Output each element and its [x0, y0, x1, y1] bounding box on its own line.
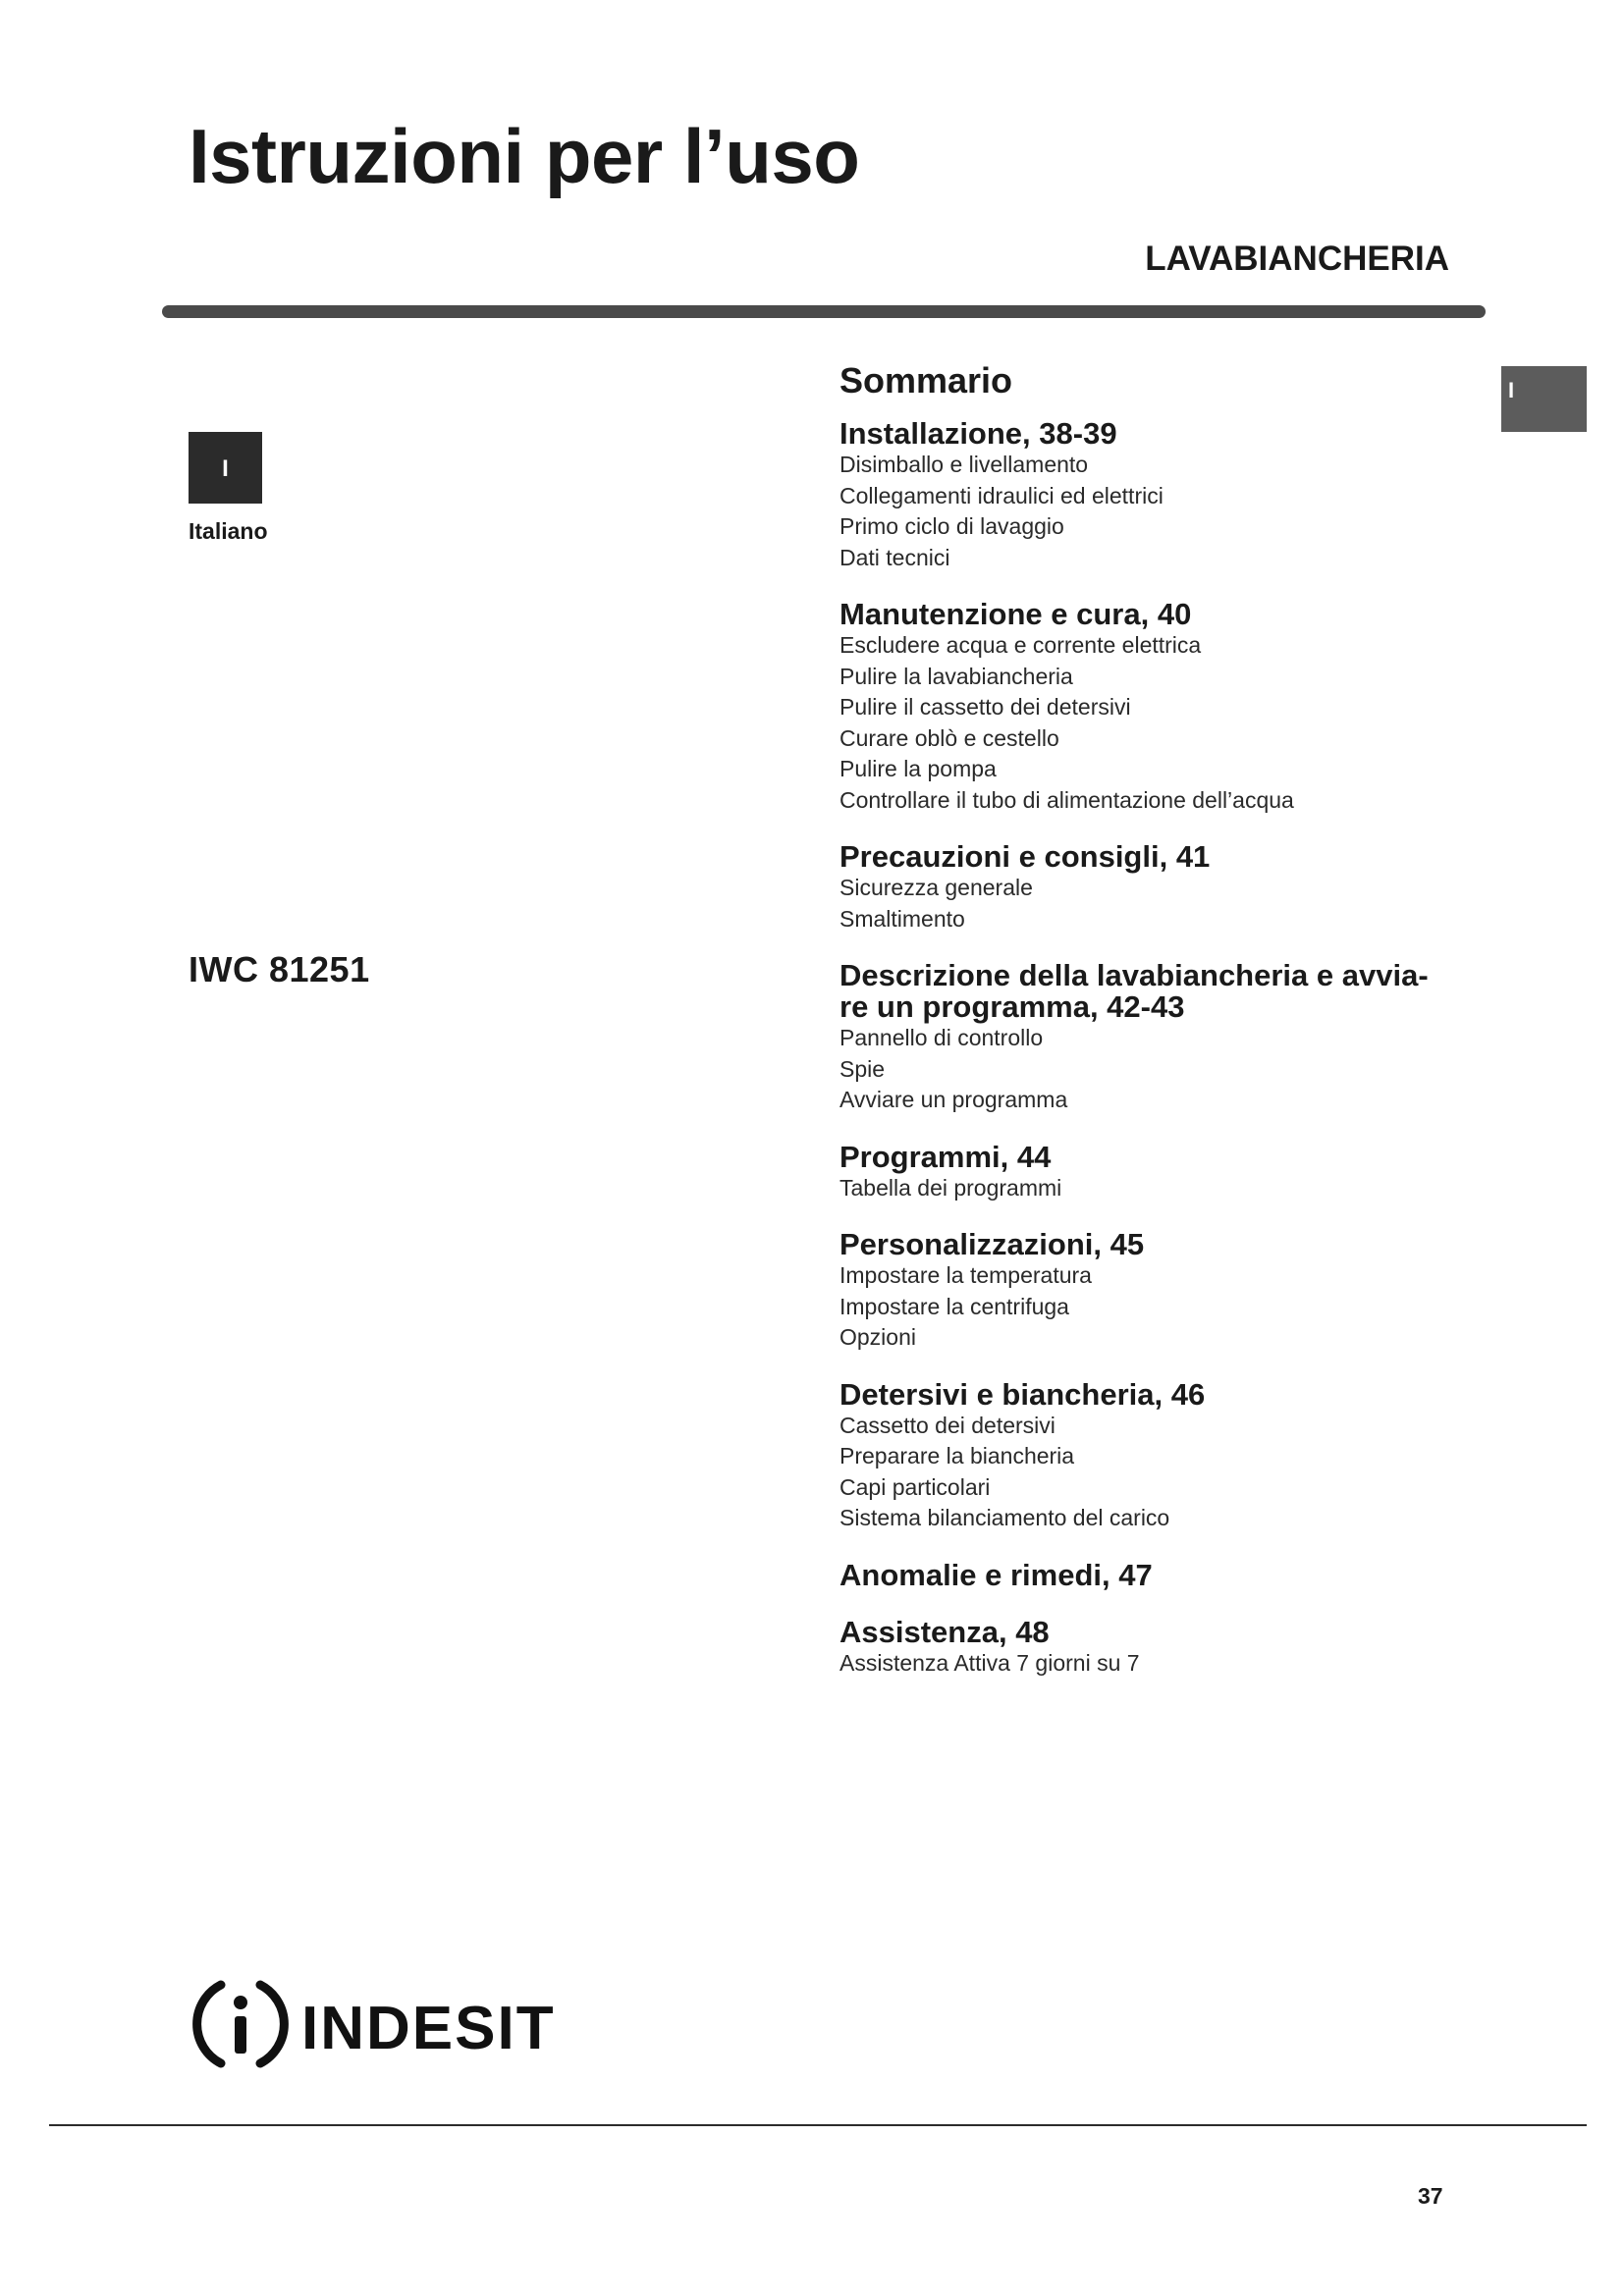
- toc-item: Disimballo e livellamento: [839, 452, 1089, 477]
- model-number: IWC 81251: [189, 949, 370, 989]
- language-badge: [189, 432, 262, 504]
- toc-item: Pulire la pompa: [839, 756, 997, 781]
- toc-section-personalizzazioni: [839, 1229, 1488, 1354]
- toc-item: Impostare la temperatura: [839, 1262, 1092, 1288]
- toc-section-heading: Programmi, 44: [839, 1139, 1052, 1174]
- toc-section-heading: Anomalie e rimedi, 47: [839, 1557, 1153, 1592]
- toc-item: Smaltimento: [839, 905, 965, 932]
- language-side-tab: [1501, 366, 1587, 432]
- language-name: Italiano: [189, 518, 268, 544]
- side-tab-label: I: [1508, 378, 1515, 402]
- footer-divider: [49, 2124, 1587, 2126]
- toc-section-heading: Personalizzazioni, 45: [839, 1227, 1145, 1261]
- toc-section-manutenzione: [839, 599, 1488, 816]
- toc-section-heading-line2: re un programma, 42-43: [839, 989, 1185, 1024]
- toc-item: Capi particolari: [839, 1473, 991, 1500]
- document-subtitle: LAVABIANCHERIA: [1145, 240, 1449, 278]
- toc-item: Cassetto dei detersivi: [839, 1412, 1056, 1438]
- toc-item: Dati tecnici: [839, 544, 950, 570]
- brand-logo-wordmark: INDESIT: [301, 1995, 556, 2062]
- toc-item: Spie: [839, 1055, 886, 1082]
- page-number: 37: [1418, 2183, 1443, 2209]
- toc-title: Sommario: [839, 360, 1013, 400]
- toc-item: Pannello di controllo: [839, 1025, 1044, 1050]
- language-code: I: [222, 455, 229, 482]
- toc-section-detersivi: [839, 1376, 1488, 1534]
- toc-item: Sicurezza generale: [839, 875, 1033, 900]
- brand-logo: [191, 1975, 584, 2073]
- toc-section-installazione: [839, 418, 1488, 573]
- toc-item: Collegamenti idraulici ed elettrici: [839, 482, 1164, 508]
- toc-section-heading: Installazione, 38-39: [839, 416, 1117, 451]
- toc-section-programmi: [839, 1139, 1488, 1204]
- toc-item: Escludere acqua e corrente elettrica: [839, 632, 1202, 658]
- toc-item: Curare oblò e cestello: [839, 724, 1059, 751]
- toc-section-precauzioni: [839, 841, 1488, 934]
- toc-item: Avviare un programma: [839, 1087, 1068, 1112]
- toc-item: Tabella dei programmi: [839, 1174, 1062, 1201]
- toc-item: Pulire il cassetto dei detersivi: [839, 694, 1131, 720]
- toc-section-descrizione: [839, 960, 1488, 1116]
- toc-item: Primo ciclo di lavaggio: [839, 513, 1064, 539]
- brand-logo-icon: [191, 1975, 290, 2073]
- header-divider: [162, 305, 1486, 318]
- table-of-contents: [839, 361, 1488, 1704]
- toc-section-heading: Manutenzione e cura, 40: [839, 597, 1192, 631]
- toc-item: Controllare il tubo di alimentazione dell’acqua: [839, 786, 1294, 813]
- toc-item: Preparare la biancheria: [839, 1443, 1075, 1468]
- toc-section-anomalie: [839, 1557, 1488, 1592]
- toc-section-heading: Detersivi e biancheria, 46: [839, 1376, 1206, 1412]
- toc-section-heading-line1: Descrizione della lavabiancheria e avvia-: [839, 958, 1429, 992]
- toc-item: Impostare la centrifuga: [839, 1293, 1069, 1319]
- toc-item: Assistenza Attiva 7 giorni su 7: [839, 1649, 1140, 1676]
- toc-item: Opzioni: [839, 1324, 916, 1350]
- toc-item: Sistema bilanciamento del carico: [839, 1505, 1170, 1530]
- page-title: Istruzioni per l’uso: [189, 113, 860, 199]
- toc-item: Pulire la lavabiancheria: [839, 663, 1073, 689]
- toc-section-assistenza: [839, 1614, 1488, 1680]
- toc-section-heading: Assistenza, 48: [839, 1614, 1050, 1649]
- toc-section-heading: Precauzioni e consigli, 41: [839, 839, 1211, 874]
